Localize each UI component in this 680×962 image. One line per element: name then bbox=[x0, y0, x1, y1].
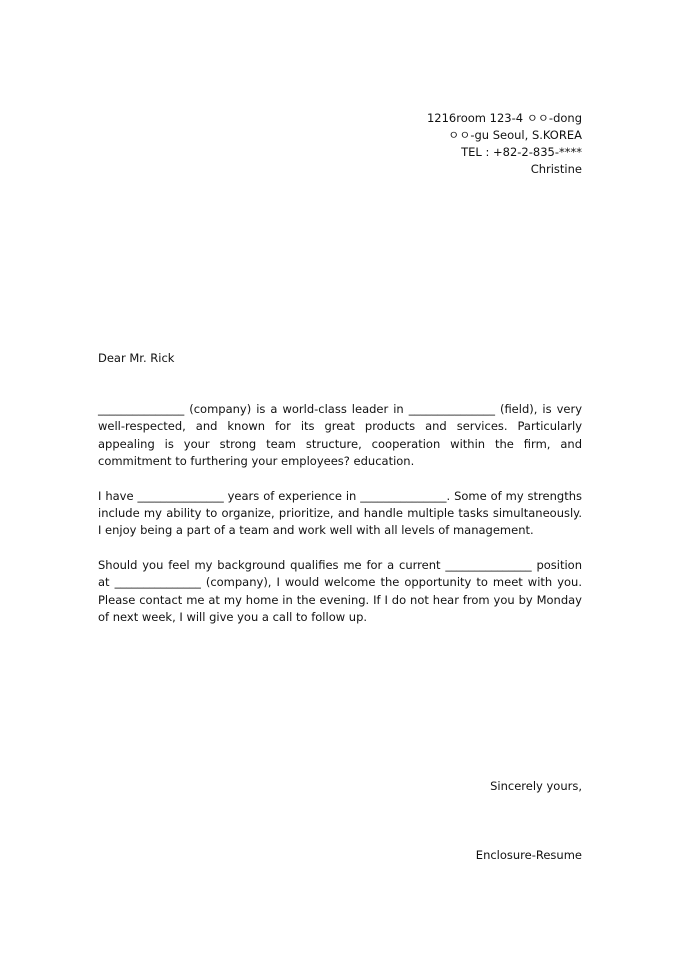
sender-address-block bbox=[427, 110, 582, 178]
salutation: Dear Mr. Rick bbox=[98, 351, 175, 365]
body-paragraph-company: _______________ (company) is a world-class leader in _______________ (field), is very well-respected, and known for its great products and services. Particularly appealing is your strong team structure, cooperation within the firm, and commitment to furthering your employees? education. bbox=[98, 402, 582, 468]
enclosure-note: Enclosure-Resume bbox=[475, 848, 582, 862]
body-paragraph-request: Should you feel my background qualifies me for a current _______________ position at _______________ (company), I would welcome the opportunity to meet with you. Please contact me at my home in the evening. If I do not hear from you by Monday of next week, I will give you a call to follow up. bbox=[98, 558, 582, 624]
sender-name: Christine bbox=[530, 162, 582, 176]
address-line-street: 1216room 123-4 ㅇㅇ-dong bbox=[426, 111, 582, 125]
address-line-city: ㅇㅇ-gu Seoul, S.KOREA bbox=[448, 128, 582, 142]
letter-body bbox=[98, 401, 582, 644]
closing: Sincerely yours, bbox=[490, 779, 582, 793]
address-line-phone: TEL : +82-2-835-**** bbox=[461, 145, 582, 159]
body-paragraph-experience: I have _______________ years of experience in _______________. Some of my strengths include my ability to organize, prioritize, and handle multiple tasks simultaneously. I enjoy being a part of a team and work well with all levels of management. bbox=[98, 488, 582, 538]
